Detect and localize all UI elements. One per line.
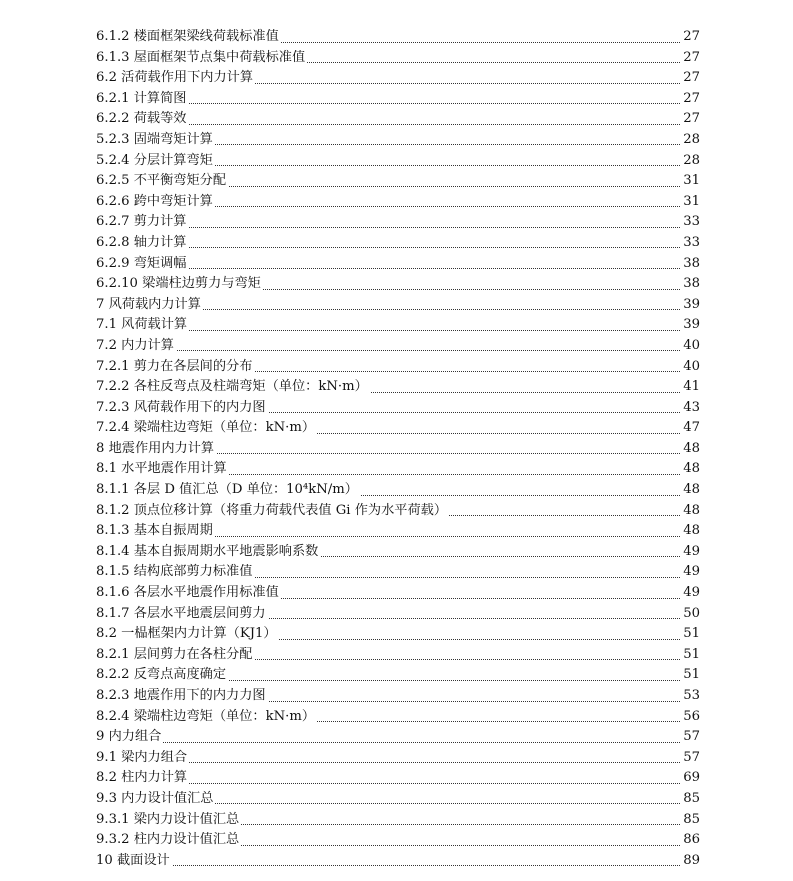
toc-entry-page: 48 xyxy=(681,501,700,522)
toc-entry[interactable] xyxy=(96,542,700,563)
toc-entry-page: 27 xyxy=(681,109,700,130)
toc-entry-page: 48 xyxy=(681,521,700,542)
toc-entry-label: 6.2.1 计算简图 xyxy=(96,89,189,110)
toc-entry-label: 9 内力组合 xyxy=(96,727,163,748)
toc-entry-label: 8.2.2 反弯点高度确定 xyxy=(96,665,228,686)
toc-entry[interactable] xyxy=(96,109,700,130)
toc-entry-label: 6.2.6 跨中弯矩计算 xyxy=(96,192,215,213)
toc-entry[interactable] xyxy=(96,459,700,480)
toc-entry-page: 27 xyxy=(681,68,700,89)
toc-entry-label: 7.2.3 风荷载作用下的内力图 xyxy=(96,398,268,419)
toc-entry-label: 10 截面设计 xyxy=(96,851,172,872)
toc-entry-page: 39 xyxy=(681,295,700,316)
toc-entry-label: 8.1.7 各层水平地震层间剪力 xyxy=(96,604,268,625)
toc-entry-label: 6.1.2 楼面框架梁线荷载标准值 xyxy=(96,27,281,48)
toc-entry-label: 9.1 梁内力组合 xyxy=(96,748,189,769)
toc-entry-label: 9.3 内力设计值汇总 xyxy=(96,789,215,810)
toc-entry-label: 8.2 一榀框架内力计算（KJ1） xyxy=(96,624,279,645)
toc-entry[interactable] xyxy=(96,254,700,275)
toc-entry-label: 7.1 风荷载计算 xyxy=(96,315,189,336)
toc-entry[interactable] xyxy=(96,851,700,872)
toc-entry-label: 5.2.3 固端弯矩计算 xyxy=(96,130,215,151)
toc-entry-page: 43 xyxy=(681,398,700,419)
toc-entry[interactable] xyxy=(96,501,700,522)
toc-entry-label: 9.3.1 梁内力设计值汇总 xyxy=(96,810,241,831)
toc-entry-label: 8.1.1 各层 D 值汇总（D 单位：10⁴kN/m） xyxy=(96,480,360,501)
toc-entry[interactable] xyxy=(96,727,700,748)
toc-entry-page: 86 xyxy=(681,830,700,851)
toc-entry-page: 28 xyxy=(681,151,700,172)
toc-entry[interactable] xyxy=(96,27,700,48)
toc-entry-label: 8.1.6 各层水平地震作用标准值 xyxy=(96,583,281,604)
toc-entry-page: 33 xyxy=(681,212,700,233)
toc-entry-page: 53 xyxy=(681,686,700,707)
toc-entry-page: 85 xyxy=(681,789,700,810)
toc-entry[interactable] xyxy=(96,130,700,151)
dot-leader xyxy=(96,727,700,743)
toc-entry[interactable] xyxy=(96,439,700,460)
toc-entry[interactable] xyxy=(96,212,700,233)
toc-entry-page: 31 xyxy=(681,171,700,192)
toc-entry[interactable] xyxy=(96,336,700,357)
toc-entry[interactable] xyxy=(96,192,700,213)
toc-entry[interactable] xyxy=(96,665,700,686)
toc-entry[interactable] xyxy=(96,645,700,666)
toc-entry-page: 27 xyxy=(681,48,700,69)
toc-entry[interactable] xyxy=(96,48,700,69)
toc-entry[interactable] xyxy=(96,480,700,501)
toc-entry-label: 9.3.2 柱内力设计值汇总 xyxy=(96,830,241,851)
toc-entry[interactable] xyxy=(96,521,700,542)
toc-entry[interactable] xyxy=(96,707,700,728)
toc-entry-label: 7.2.2 各柱反弯点及柱端弯矩（单位：kN·m） xyxy=(96,377,370,398)
toc-entry-page: 47 xyxy=(681,418,700,439)
toc-entry[interactable] xyxy=(96,171,700,192)
toc-entry-label: 7.2.1 剪力在各层间的分布 xyxy=(96,357,254,378)
toc-entry-page: 69 xyxy=(681,768,700,789)
toc-entry[interactable] xyxy=(96,233,700,254)
toc-entry-page: 27 xyxy=(681,27,700,48)
toc-entry-page: 31 xyxy=(681,192,700,213)
toc-entry-label: 8.2.4 梁端柱边弯矩（单位：kN·m） xyxy=(96,707,317,728)
toc-entry-page: 57 xyxy=(681,727,700,748)
toc-entry[interactable] xyxy=(96,315,700,336)
toc-entry-page: 50 xyxy=(681,604,700,625)
toc-entry[interactable] xyxy=(96,830,700,851)
toc-entry[interactable] xyxy=(96,810,700,831)
toc-entry[interactable] xyxy=(96,398,700,419)
toc-entry-label: 8.2 柱内力计算 xyxy=(96,768,189,789)
toc-entry-page: 40 xyxy=(681,357,700,378)
toc-entry[interactable] xyxy=(96,418,700,439)
toc-entry-label: 8.2.3 地震作用下的内力力图 xyxy=(96,686,268,707)
toc-entry-page: 41 xyxy=(681,377,700,398)
toc-entry[interactable] xyxy=(96,89,700,110)
toc-entry[interactable] xyxy=(96,583,700,604)
toc-entry-label: 8.2.1 层间剪力在各柱分配 xyxy=(96,645,254,666)
toc-entry-label: 7.2 内力计算 xyxy=(96,336,176,357)
toc-entry[interactable] xyxy=(96,274,700,295)
toc-entry[interactable] xyxy=(96,624,700,645)
toc-entry-label: 6.2.9 弯矩调幅 xyxy=(96,254,189,275)
dot-leader xyxy=(96,336,700,352)
toc-entry-page: 48 xyxy=(681,459,700,480)
toc-entry-label: 8.1.4 基本自振周期水平地震影响系数 xyxy=(96,542,320,563)
toc-entry[interactable] xyxy=(96,68,700,89)
toc-entry[interactable] xyxy=(96,686,700,707)
toc-entry-label: 7 风荷载内力计算 xyxy=(96,295,203,316)
toc-entry[interactable] xyxy=(96,377,700,398)
toc-entry-page: 27 xyxy=(681,89,700,110)
toc-entry-page: 51 xyxy=(681,645,700,666)
toc-entry-label: 6.2.2 荷载等效 xyxy=(96,109,189,130)
toc-entry-label: 6.2.7 剪力计算 xyxy=(96,212,189,233)
toc-entry[interactable] xyxy=(96,748,700,769)
dot-leader xyxy=(96,851,700,867)
toc-entry[interactable] xyxy=(96,151,700,172)
toc-entry-label: 8.1 水平地震作用计算 xyxy=(96,459,229,480)
toc-entry-page: 38 xyxy=(681,254,700,275)
toc-entry-page: 89 xyxy=(681,851,700,872)
toc-entry-label: 8 地震作用内力计算 xyxy=(96,439,216,460)
toc-entry-page: 28 xyxy=(681,130,700,151)
toc-entry[interactable] xyxy=(96,295,700,316)
toc-entry-label: 5.2.4 分层计算弯矩 xyxy=(96,151,215,172)
toc-entry-label: 6.2.10 梁端柱边剪力与弯矩 xyxy=(96,274,263,295)
toc-entry-label: 6.2.8 轴力计算 xyxy=(96,233,189,254)
toc-entry-page: 48 xyxy=(681,439,700,460)
toc-entry-page: 57 xyxy=(681,748,700,769)
toc-entry-page: 49 xyxy=(681,542,700,563)
toc-entry-page: 33 xyxy=(681,233,700,254)
toc-entry-label: 7.2.4 梁端柱边弯矩（单位：kN·m） xyxy=(96,418,317,439)
toc-entry-page: 48 xyxy=(681,480,700,501)
toc-entry-page: 38 xyxy=(681,274,700,295)
toc-entry-label: 6.2.5 不平衡弯矩分配 xyxy=(96,171,228,192)
toc-entry[interactable] xyxy=(96,357,700,378)
toc-entry-label: 6.1.3 屋面框架节点集中荷载标准值 xyxy=(96,48,307,69)
toc-entry-label: 8.1.3 基本自振周期 xyxy=(96,521,215,542)
toc-entry[interactable] xyxy=(96,789,700,810)
toc-entry-label: 8.1.2 顶点位移计算（将重力荷载代表值 Gi 作为水平荷载） xyxy=(96,501,449,522)
toc-entry-page: 40 xyxy=(681,336,700,357)
toc-entry-page: 56 xyxy=(681,707,700,728)
toc-entry-page: 51 xyxy=(681,624,700,645)
toc-entry-label: 8.1.5 结构底部剪力标准值 xyxy=(96,562,254,583)
toc-entry[interactable] xyxy=(96,604,700,625)
toc-entry[interactable] xyxy=(96,562,700,583)
toc-entry-page: 85 xyxy=(681,810,700,831)
toc-entry-page: 51 xyxy=(681,665,700,686)
toc-entry-page: 49 xyxy=(681,583,700,604)
toc-entry-page: 39 xyxy=(681,315,700,336)
toc-entry[interactable] xyxy=(96,768,700,789)
toc-entry-page: 49 xyxy=(681,562,700,583)
toc-entry-label: 6.2 活荷载作用下内力计算 xyxy=(96,68,255,89)
